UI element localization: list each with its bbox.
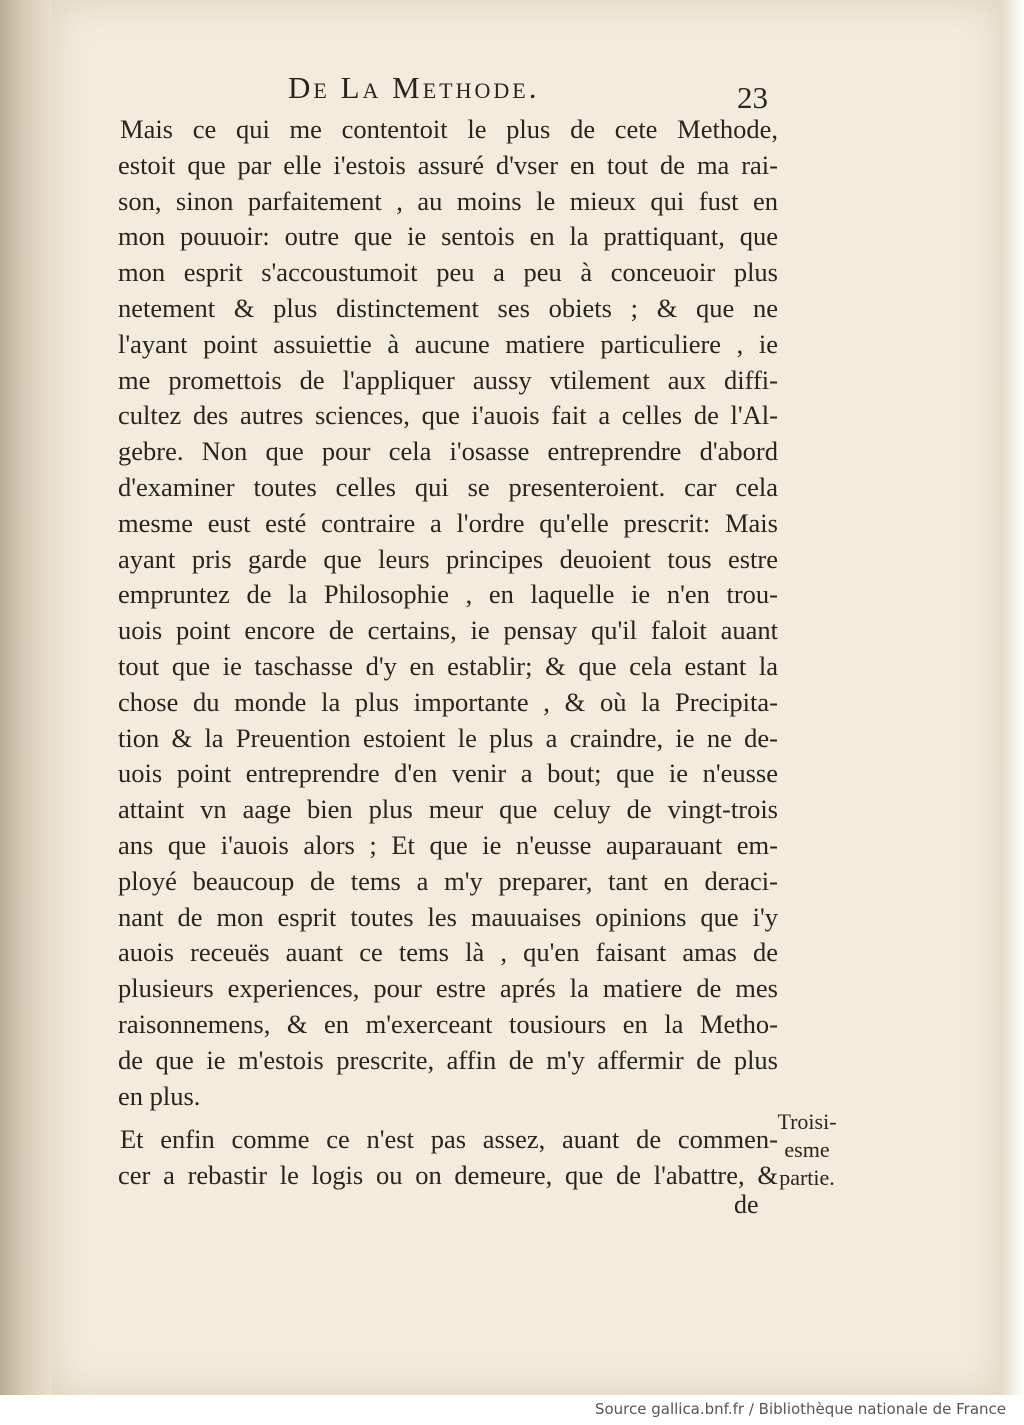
text-line: cer a rebastir le logis ou on demeure, que de l'abattre, &: [118, 1160, 778, 1191]
paragraph-gap: [118, 1114, 778, 1122]
text-line: raisonnemens, & en m'exerceant tousiours en la Metho-: [118, 1008, 778, 1039]
margin-note-line: partie.: [779, 1165, 835, 1190]
text-line: d'examiner toutes celles qui se presenteroient. car cela: [118, 471, 778, 502]
text-line: mon pouuoir: outre que ie sentois en la prattiquant, que: [118, 221, 778, 252]
margin-note-line: esme: [784, 1137, 830, 1162]
text-line: gebre. Non que pour cela i'osasse entreprendre d'abord: [118, 436, 778, 467]
text-line: mesme eust esté contraire a l'ordre qu'elle prescrit: Mais: [118, 507, 778, 538]
text-line: Et enfin comme ce n'est pas assez, auant de commen-: [120, 1124, 778, 1155]
text-line: empruntez de la Philosophie , en laquelle ie n'en trou-: [118, 579, 778, 610]
running-title: De La Methode.: [288, 70, 540, 105]
text-line: l'ayant point assuiettie à aucune matiere particuliere , ie: [118, 328, 778, 359]
text-line: ans que i'auois alors ; Et que ie n'eusse auparauant em-: [118, 829, 778, 860]
text-line: son, sinon parfaitement , au moins le mieux qui fust en: [118, 185, 778, 216]
page-number: 23: [737, 80, 768, 115]
text-line: uois point encore de certains, ie pensay qu'il faloit auant: [118, 615, 778, 646]
paragraph-2: [118, 1122, 778, 1194]
text-line: uois point entreprendre d'en venir a bout; que ie n'eusse: [118, 758, 778, 789]
page-edge: [1000, 0, 1024, 1395]
text-line: estoit que par elle i'estois assuré d'vser en tout de ma rai-: [118, 149, 778, 180]
text-line: mon esprit s'accoustumoit peu a peu à conceuoir plus: [118, 257, 778, 288]
paragraph-1: [118, 112, 778, 1114]
source-credit: Source gallica.bnf.fr / Bibliothèque nationale de France: [594, 1400, 1006, 1418]
text-line: ayant pris garde que leurs principes deuoient tous estre: [118, 543, 778, 574]
text-line: chose du monde la plus importante , & où la Precipita-: [118, 686, 778, 717]
text-line: me promettois de l'appliquer aussy vtilement aux diffi-: [118, 364, 778, 395]
text-line: plusieurs experiences, pour estre aprés la matiere de mes: [118, 973, 778, 1004]
text-line: ployé beaucoup de tems a m'y preparer, tant en deraci-: [118, 865, 778, 896]
catchword: de: [734, 1190, 759, 1219]
text-line: netement & plus distinctement ses obiets ; & que ne: [118, 292, 778, 323]
margin-note-line: Troisi-: [777, 1109, 837, 1134]
text-line: tion & la Preuention estoient le plus a craindre, ie ne de-: [118, 722, 778, 753]
body-text: [118, 112, 778, 1194]
text-line: Mais ce qui me contentoit le plus de cete Methode,: [120, 114, 778, 144]
text-line: en plus.: [118, 1080, 201, 1111]
text-line: cultez des autres sciences, que i'auois fait a celles de l'Al-: [118, 400, 778, 431]
text-line: attaint vn aage bien plus meur que celuy de vingt-trois: [118, 794, 778, 825]
margin-note: [772, 1108, 842, 1192]
text-line: tout que ie taschasse d'y en establir; & que cela estant la: [118, 650, 778, 681]
text-line: de que ie m'estois prescrite, affin de m'y affermir de plus: [118, 1044, 778, 1075]
book-gutter: [0, 0, 52, 1395]
text-line: auois receuës auant ce tems là , qu'en faisant amas de: [118, 937, 778, 968]
text-line: nant de mon esprit toutes les mauuaises opinions que i'y: [118, 901, 778, 932]
